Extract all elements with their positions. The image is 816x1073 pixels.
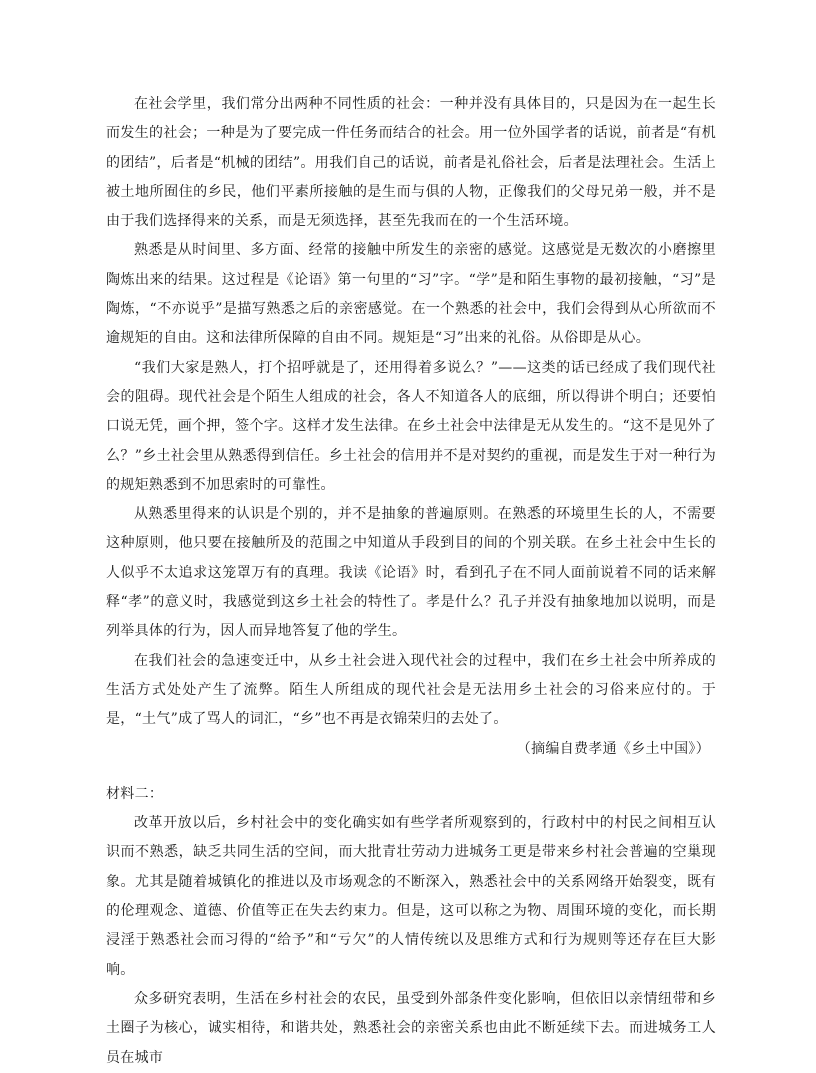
material-two-paragraph: 改革开放以后，乡村社会中的变化确实如有些学者所观察到的，行政村中的村民之间相互认识而不熟悉，缺乏共同生活的空间，而大批青壮劳动力进城务工更是带来乡村社会普遍的空巢现象。尤其是随着城镇化的推进以及市场观念的不断深入，熟悉社会中的关系网络开始裂变，既有的伦理观念、道德、价值等正在失去约束力。但是，这可以称之为物、周围环境的变化，而长期浸淫于熟悉社会而习得的“给予”和“亏欠”的人情传统以及思维方式和行为规则等还存在巨大影响。 (106, 815, 716, 978)
material-two-label: 材料二： (106, 785, 164, 802)
material-one-paragraph: 熟悉是从时间里、多方面、经常的接触中所发生的亲密的感觉。这感觉是无数次的小磨擦里陶炼出来的结果。这过程是《论语》第一句里的“习”字。“学”是和陌生事物的最初接触，“习”是陶炼，“不亦说乎”是描写熟悉之后的亲密感觉。在一个熟悉的社会中，我们会得到从心所欲而不逾规矩的自由。这和法律所保障的自由不同。规矩是“习”出来的礼俗。从俗即是从心。 (106, 242, 716, 347)
document-page (106, 90, 716, 1073)
material-two-paragraph: 众多研究表明，生活在乡村社会的农民，虽受到外部条件变化影响，但依旧以亲情纽带和乡土圈子为核心，诚实相待，和谐共处，熟悉社会的亲密关系也由此不断延续下去。而进城务工人员在城市 (106, 990, 716, 1066)
material-one-paragraph: 在我们社会的急速变迁中，从乡土社会进入现代社会的过程中，我们在乡土社会中所养成的生活方式处处产生了流弊。陌生人所组成的现代社会是无法用乡土社会的习俗来应付的。于是，“土气”成了骂人的词汇，“乡”也不再是衣锦荣归的去处了。 (106, 652, 716, 728)
material-one-paragraph: “我们大家是熟人，打个招呼就是了，还用得着多说么？”——这类的话已经成了我们现代社会的阻碍。现代社会是个陌生人组成的社会，各人不知道各人的底细，所以得讲个明白；还要怕口说无凭，画个押，签个字。这样才发生法律。在乡土社会中法律是无从发生的。“这不是见外了么？”乡土社会里从熟悉得到信任。乡土社会的信用并不是对契约的重视，而是发生于对一种行为的规矩熟悉到不加思索时的可靠性。 (106, 359, 716, 493)
material-one-paragraph: 在社会学里，我们常分出两种不同性质的社会：一种并没有具体目的，只是因为在一起生长而发生的社会；一种是为了要完成一件任务而结合的社会。用一位外国学者的话说，前者是“有机的团结”，后者是“机械的团结”。用我们自己的话说，前者是礼俗社会，后者是法理社会。生活上被土地所囿住的乡民，他们平素所接触的是生而与俱的人物，正像我们的父母兄弟一般，并不是由于我们选择得来的关系，而是无须选择，甚至先我而在的一个生活环境。 (106, 96, 716, 230)
material-two-section (106, 809, 716, 1073)
material-one-paragraph: 从熟悉里得来的认识是个别的，并不是抽象的普遍原则。在熟悉的环境里生长的人，不需要这种原则，他只要在接触所及的范围之中知道从手段到目的间的个别关联。在乡土社会中生长的人似乎不太追求这笼罩万有的真理。我读《论语》时，看到孔子在不同人面前说着不同的话来解释“孝”的意义时，我感觉到这乡土社会的特性了。孝是什么？孔子并没有抽象地加以说明，而是列举具体的行为，因人而异地答复了他的学生。 (106, 506, 716, 640)
source-citation: （摘编自费孝通《乡土中国》） (516, 740, 710, 757)
